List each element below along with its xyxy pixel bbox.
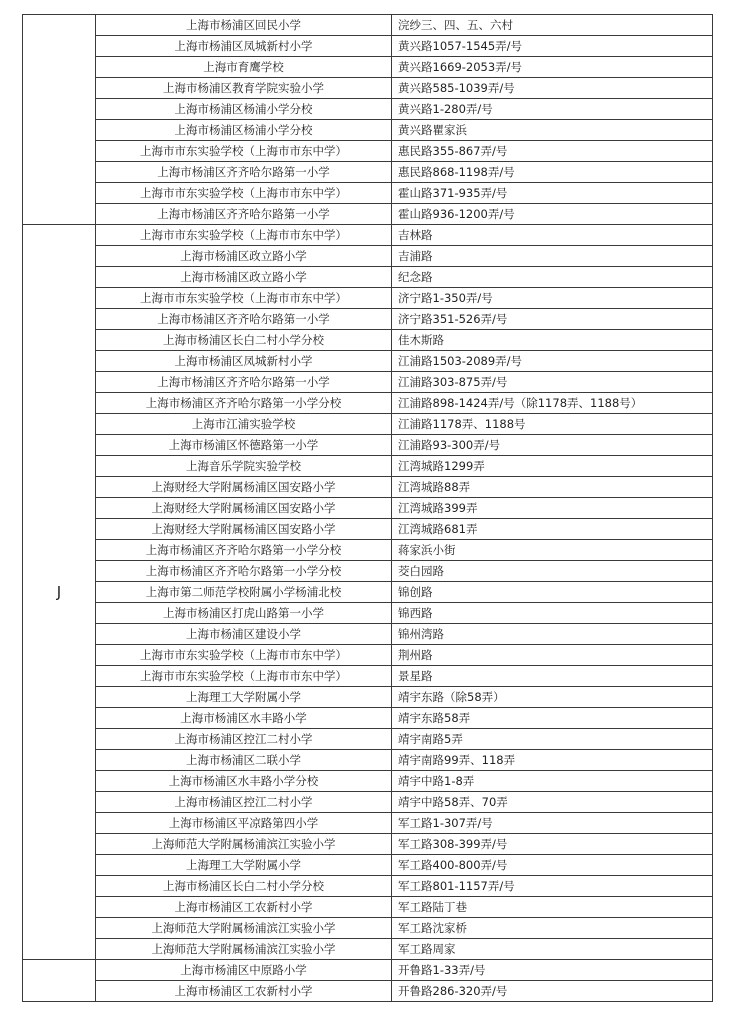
school-name-cell: 上海师范大学附属杨浦滨江实验小学 [96, 918, 392, 939]
group-letter [23, 960, 96, 1002]
school-name-cell: 上海市杨浦区齐齐哈尔路第一小学 [96, 204, 392, 225]
table-row [23, 687, 713, 708]
school-name-cell: 上海市杨浦区齐齐哈尔路第一小学分校 [96, 393, 392, 414]
address-cell: 江湾城路399弄 [392, 498, 713, 519]
school-name-cell: 上海师范大学附属杨浦滨江实验小学 [96, 939, 392, 960]
table-row [23, 603, 713, 624]
address-cell: 霍山路371-935弄/号 [392, 183, 713, 204]
address-cell: 江湾城路88弄 [392, 477, 713, 498]
school-name-cell: 上海市杨浦区中原路小学 [96, 960, 392, 981]
school-name-cell: 上海市杨浦区控江二村小学 [96, 729, 392, 750]
table-row [23, 771, 713, 792]
school-name-cell: 上海市杨浦区教育学院实验小学 [96, 78, 392, 99]
address-cell: 江湾城路681弄 [392, 519, 713, 540]
address-cell: 吉林路 [392, 225, 713, 246]
table-row [23, 246, 713, 267]
school-name-cell: 上海财经大学附属杨浦区国安路小学 [96, 519, 392, 540]
address-cell: 军工路1-307弄/号 [392, 813, 713, 834]
address-cell: 惠民路868-1198弄/号 [392, 162, 713, 183]
address-cell: 开鲁路286-320弄/号 [392, 981, 713, 1002]
table-row [23, 456, 713, 477]
school-name-cell: 上海市杨浦区齐齐哈尔路第一小学分校 [96, 540, 392, 561]
address-cell: 开鲁路1-33弄/号 [392, 960, 713, 981]
address-cell: 吉浦路 [392, 246, 713, 267]
table-row [23, 78, 713, 99]
table-row [23, 729, 713, 750]
address-cell: 江浦路1178弄、1188号 [392, 414, 713, 435]
address-cell: 军工路陆丁巷 [392, 897, 713, 918]
school-name-cell: 上海市杨浦区平凉路第四小学 [96, 813, 392, 834]
school-name-cell: 上海市杨浦区水丰路小学分校 [96, 771, 392, 792]
address-cell: 靖宇东路58弄 [392, 708, 713, 729]
table-row [23, 624, 713, 645]
address-cell: 锦创路 [392, 582, 713, 603]
table-row [23, 393, 713, 414]
address-cell: 荆州路 [392, 645, 713, 666]
address-cell: 靖宇南路5弄 [392, 729, 713, 750]
address-cell: 黄兴路1669-2053弄/号 [392, 57, 713, 78]
address-cell: 江湾城路1299弄 [392, 456, 713, 477]
table-row [23, 582, 713, 603]
school-name-cell: 上海市杨浦区长白二村小学分校 [96, 330, 392, 351]
address-cell: 佳木斯路 [392, 330, 713, 351]
address-cell: 江浦路93-300弄/号 [392, 435, 713, 456]
school-name-cell: 上海市杨浦区工农新村小学 [96, 897, 392, 918]
table-row [23, 561, 713, 582]
table-row [23, 876, 713, 897]
school-name-cell: 上海市杨浦区工农新村小学 [96, 981, 392, 1002]
table-row [23, 15, 713, 36]
address-cell: 浣纱三、四、五、六村 [392, 15, 713, 36]
address-cell: 锦西路 [392, 603, 713, 624]
school-name-cell: 上海市育鹰学校 [96, 57, 392, 78]
address-cell: 军工路400-800弄/号 [392, 855, 713, 876]
table-row [23, 372, 713, 393]
table-row [23, 435, 713, 456]
table-row [23, 498, 713, 519]
table-row [23, 540, 713, 561]
table-row [23, 99, 713, 120]
school-name-cell: 上海市市东实验学校（上海市市东中学） [96, 225, 392, 246]
school-name-cell: 上海市市东实验学校（上海市市东中学） [96, 141, 392, 162]
school-name-cell: 上海市杨浦区建设小学 [96, 624, 392, 645]
school-name-cell: 上海市杨浦区杨浦小学分校 [96, 99, 392, 120]
table-row [23, 960, 713, 981]
address-cell: 靖宇东路（除58弄） [392, 687, 713, 708]
table-row [23, 309, 713, 330]
table-row [23, 288, 713, 309]
table-row [23, 57, 713, 78]
table-row [23, 834, 713, 855]
address-cell: 黄兴路1057-1545弄/号 [392, 36, 713, 57]
school-name-cell: 上海市杨浦区凤城新村小学 [96, 351, 392, 372]
school-name-cell: 上海市杨浦区打虎山路第一小学 [96, 603, 392, 624]
school-name-cell: 上海市杨浦区齐齐哈尔路第一小学 [96, 162, 392, 183]
school-name-cell: 上海市杨浦区政立路小学 [96, 267, 392, 288]
address-cell: 锦州湾路 [392, 624, 713, 645]
table-row [23, 708, 713, 729]
table-row [23, 351, 713, 372]
table-row [23, 120, 713, 141]
school-name-cell: 上海市杨浦区水丰路小学 [96, 708, 392, 729]
table-row [23, 897, 713, 918]
address-cell: 纪念路 [392, 267, 713, 288]
table-body [23, 15, 713, 1002]
school-name-cell: 上海市杨浦区杨浦小学分校 [96, 120, 392, 141]
table-row [23, 141, 713, 162]
address-cell: 惠民路355-867弄/号 [392, 141, 713, 162]
school-name-cell: 上海市杨浦区长白二村小学分校 [96, 876, 392, 897]
school-name-cell: 上海市杨浦区回民小学 [96, 15, 392, 36]
school-name-cell: 上海音乐学院实验学校 [96, 456, 392, 477]
table-row [23, 162, 713, 183]
table-row [23, 645, 713, 666]
table-row [23, 855, 713, 876]
address-cell: 济宁路1-350弄/号 [392, 288, 713, 309]
school-name-cell: 上海市江浦实验学校 [96, 414, 392, 435]
table-row [23, 183, 713, 204]
school-name-cell: 上海市杨浦区齐齐哈尔路第一小学分校 [96, 561, 392, 582]
school-name-cell: 上海市杨浦区凤城新村小学 [96, 36, 392, 57]
group-letter: J [23, 225, 96, 960]
table-row [23, 750, 713, 771]
address-cell: 靖宇中路58弄、70弄 [392, 792, 713, 813]
table-row [23, 36, 713, 57]
table-row [23, 813, 713, 834]
table-row [23, 477, 713, 498]
table-row [23, 267, 713, 288]
address-cell: 靖宇中路1-8弄 [392, 771, 713, 792]
address-cell: 黄兴路1-280弄/号 [392, 99, 713, 120]
school-name-cell: 上海市杨浦区控江二村小学 [96, 792, 392, 813]
school-name-cell: 上海师范大学附属杨浦滨江实验小学 [96, 834, 392, 855]
school-name-cell: 上海市市东实验学校（上海市市东中学） [96, 645, 392, 666]
address-cell: 江浦路898-1424弄/号（除1178弄、1188号） [392, 393, 713, 414]
address-cell: 军工路801-1157弄/号 [392, 876, 713, 897]
table-row [23, 918, 713, 939]
school-name-cell: 上海理工大学附属小学 [96, 687, 392, 708]
address-cell: 江浦路303-875弄/号 [392, 372, 713, 393]
table-row [23, 330, 713, 351]
school-name-cell: 上海市市东实验学校（上海市市东中学） [96, 288, 392, 309]
school-name-cell: 上海市杨浦区政立路小学 [96, 246, 392, 267]
table-row [23, 981, 713, 1002]
school-district-table [22, 14, 713, 1002]
address-cell: 茭白园路 [392, 561, 713, 582]
address-cell: 景星路 [392, 666, 713, 687]
table-row [23, 939, 713, 960]
school-name-cell: 上海市杨浦区齐齐哈尔路第一小学 [96, 309, 392, 330]
school-name-cell: 上海市市东实验学校（上海市市东中学） [96, 183, 392, 204]
school-name-cell: 上海市第二师范学校附属小学杨浦北校 [96, 582, 392, 603]
school-name-cell: 上海理工大学附属小学 [96, 855, 392, 876]
address-cell: 军工路沈家桥 [392, 918, 713, 939]
address-cell: 黄兴路585-1039弄/号 [392, 78, 713, 99]
address-cell: 霍山路936-1200弄/号 [392, 204, 713, 225]
group-letter [23, 15, 96, 225]
table-row [23, 414, 713, 435]
address-cell: 济宁路351-526弄/号 [392, 309, 713, 330]
table-row [23, 225, 713, 246]
table-row [23, 519, 713, 540]
table-row [23, 792, 713, 813]
school-name-cell: 上海市杨浦区齐齐哈尔路第一小学 [96, 372, 392, 393]
address-cell: 黄兴路瞿家浜 [392, 120, 713, 141]
school-name-cell: 上海市市东实验学校（上海市市东中学） [96, 666, 392, 687]
table-row [23, 204, 713, 225]
table-row [23, 666, 713, 687]
school-name-cell: 上海财经大学附属杨浦区国安路小学 [96, 477, 392, 498]
school-name-cell: 上海市杨浦区二联小学 [96, 750, 392, 771]
address-cell: 江浦路1503-2089弄/号 [392, 351, 713, 372]
school-name-cell: 上海市杨浦区怀德路第一小学 [96, 435, 392, 456]
address-cell: 靖宇南路99弄、118弄 [392, 750, 713, 771]
address-cell: 军工路308-399弄/号 [392, 834, 713, 855]
address-cell: 蒋家浜小街 [392, 540, 713, 561]
address-cell: 军工路周家 [392, 939, 713, 960]
school-name-cell: 上海财经大学附属杨浦区国安路小学 [96, 498, 392, 519]
